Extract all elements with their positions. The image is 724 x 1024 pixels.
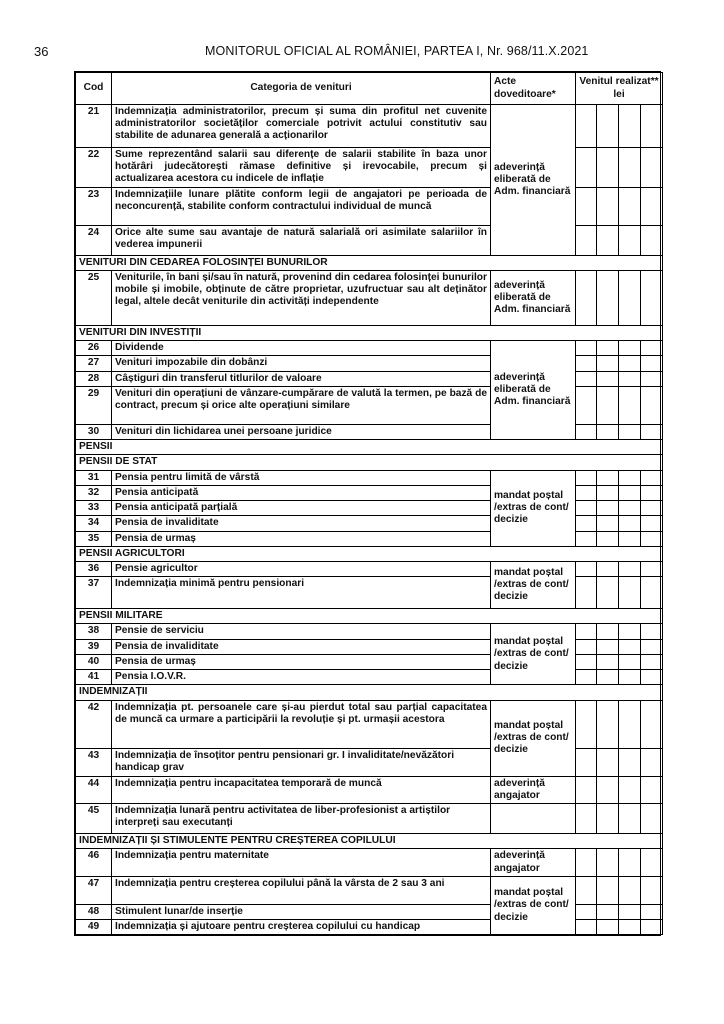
income-amount-cell <box>641 561 663 576</box>
income-amount-cell <box>597 148 619 188</box>
row-description: Pensia de urmaș <box>112 531 491 546</box>
income-amount-cell <box>576 804 597 834</box>
income-amount-cell <box>619 700 641 748</box>
section-heading: PENSII AGRICULTORI <box>76 546 663 561</box>
income-amount-cell <box>619 849 641 876</box>
income-amount-cell <box>641 654 663 669</box>
income-amount-cell <box>576 748 597 776</box>
income-amount-cell <box>619 776 641 803</box>
income-amount-cell <box>619 270 641 325</box>
acte-cell: mandat poștal /extras de cont/ decizie <box>491 700 576 776</box>
income-amount-cell <box>619 424 641 439</box>
income-amount-cell <box>641 804 663 834</box>
section-heading: PENSII <box>76 440 663 455</box>
income-amount-cell <box>597 485 619 500</box>
row-description: Stimulent lunar/de inserție <box>112 904 491 919</box>
income-amount-cell <box>641 470 663 485</box>
row-code: 43 <box>76 748 112 776</box>
row-code: 42 <box>76 700 112 748</box>
income-amount-cell <box>619 748 641 776</box>
income-amount-cell <box>641 670 663 685</box>
income-amount-cell <box>576 148 597 188</box>
income-amount-cell <box>619 105 641 148</box>
row-description: Pensia de urmaș <box>112 654 491 669</box>
income-amount-cell <box>597 341 619 356</box>
income-amount-cell <box>597 654 619 669</box>
income-amount-cell <box>576 876 597 904</box>
row-code: 33 <box>76 501 112 516</box>
income-amount-cell <box>619 654 641 669</box>
row-description: Pensia I.O.V.R. <box>112 670 491 685</box>
acte-cell: adeverință angajator <box>491 776 576 803</box>
row-code: 35 <box>76 531 112 546</box>
income-amount-cell <box>619 876 641 904</box>
income-amount-cell <box>641 516 663 531</box>
income-amount-cell <box>641 700 663 748</box>
row-description: Venituri din lichidarea unei persoane juridice <box>112 424 491 439</box>
row-description: Venituri impozabile din dobânzi <box>112 356 491 371</box>
income-amount-cell <box>576 654 597 669</box>
income-amount-cell <box>641 424 663 439</box>
income-amount-cell <box>597 748 619 776</box>
row-code: 37 <box>76 577 112 609</box>
row-description: Pensia de invaliditate <box>112 516 491 531</box>
row-description: Indemnizațiile lunare plătite conform legii de angajatori pe perioada de neconcurență, stabilite conform contractului individual de muncă <box>112 187 491 225</box>
income-amount-cell <box>619 516 641 531</box>
income-amount-cell <box>641 904 663 919</box>
income-amount-cell <box>619 920 641 935</box>
acte-cell: adeverință eliberată de Adm. financiară <box>491 341 576 440</box>
acte-cell: mandat poștal /extras de cont/ decizie <box>491 561 576 608</box>
income-amount-cell <box>597 424 619 439</box>
row-code: 25 <box>76 270 112 325</box>
income-amount-cell <box>641 270 663 325</box>
row-code: 21 <box>76 105 112 148</box>
income-amount-cell <box>641 148 663 188</box>
header-venitul: Venitul realizat** lei <box>576 73 663 105</box>
row-code: 34 <box>76 516 112 531</box>
income-amount-cell <box>597 577 619 609</box>
row-code: 38 <box>76 624 112 639</box>
income-amount-cell <box>619 356 641 371</box>
income-amount-cell <box>576 700 597 748</box>
row-code: 46 <box>76 849 112 876</box>
income-amount-cell <box>619 225 641 255</box>
income-amount-cell <box>597 920 619 935</box>
income-amount-cell <box>619 501 641 516</box>
income-amount-cell <box>576 904 597 919</box>
row-description: Pensia pentru limită de vârstă <box>112 470 491 485</box>
row-code: 23 <box>76 187 112 225</box>
income-amount-cell <box>597 700 619 748</box>
page-number: 36 <box>34 44 49 59</box>
income-amount-cell <box>576 341 597 356</box>
income-amount-cell <box>576 470 597 485</box>
income-amount-cell <box>619 341 641 356</box>
row-description: Indemnizația de însoțitor pentru pensionari gr. I invaliditate/nevăzători handicap grav <box>112 748 491 776</box>
income-amount-cell <box>576 561 597 576</box>
row-code: 48 <box>76 904 112 919</box>
income-amount-cell <box>641 920 663 935</box>
income-amount-cell <box>597 561 619 576</box>
row-code: 31 <box>76 470 112 485</box>
income-amount-cell <box>641 624 663 639</box>
income-amount-cell <box>619 624 641 639</box>
row-description: Indemnizația pt. persoanele care și-au pierdut total sau parțial capacitatea de muncă ca urmare a participării la revoluție și pt. urmașii acestora <box>112 700 491 748</box>
income-amount-cell <box>641 371 663 386</box>
income-amount-cell <box>576 105 597 148</box>
income-amount-cell <box>576 386 597 424</box>
income-amount-cell <box>597 531 619 546</box>
income-amount-cell <box>576 849 597 876</box>
income-amount-cell <box>597 516 619 531</box>
income-amount-cell <box>597 776 619 803</box>
income-amount-cell <box>619 531 641 546</box>
income-amount-cell <box>619 386 641 424</box>
income-amount-cell <box>597 639 619 654</box>
income-amount-cell <box>576 356 597 371</box>
row-description: Indemnizația pentru incapacitatea temporară de muncă <box>112 776 491 803</box>
income-amount-cell <box>641 225 663 255</box>
income-categories-table <box>74 71 661 936</box>
income-amount-cell <box>597 849 619 876</box>
row-description: Dividende <box>112 341 491 356</box>
income-amount-cell <box>619 639 641 654</box>
row-description: Indemnizația și ajutoare pentru creșterea copilului cu handicap <box>112 920 491 935</box>
acte-cell: mandat poștal /extras de cont/ decizie <box>491 876 576 934</box>
income-amount-cell <box>619 561 641 576</box>
acte-cell: mandat poștal /extras de cont/ decizie <box>491 624 576 685</box>
income-amount-cell <box>597 187 619 225</box>
income-amount-cell <box>619 904 641 919</box>
income-amount-cell <box>641 748 663 776</box>
income-amount-cell <box>597 371 619 386</box>
row-description: Veniturile, în bani și/sau în natură, provenind din cedarea folosinței bunurilor mobile și imobile, obținute de către proprietar, uzufructuar sau alt deținător legal, altele decât veniturile din activități independente <box>112 270 491 325</box>
row-code: 49 <box>76 920 112 935</box>
income-amount-cell <box>597 386 619 424</box>
row-description: Pensie agricultor <box>112 561 491 576</box>
acte-cell: mandat poștal /extras de cont/ decizie <box>491 470 576 546</box>
row-description: Pensia anticipată <box>112 485 491 500</box>
row-code: 24 <box>76 225 112 255</box>
income-amount-cell <box>619 670 641 685</box>
section-heading: INDEMNIZAȚII ȘI STIMULENTE PENTRU CREȘTEREA COPILULUI <box>76 834 663 849</box>
income-amount-cell <box>619 187 641 225</box>
row-code: 26 <box>76 341 112 356</box>
income-amount-cell <box>641 386 663 424</box>
row-description: Indemnizația lunară pentru activitatea de liber-profesionist a artiștilor interpreți sau executanți <box>112 804 491 834</box>
income-amount-cell <box>641 876 663 904</box>
income-amount-cell <box>576 187 597 225</box>
income-amount-cell <box>576 624 597 639</box>
income-amount-cell <box>576 920 597 935</box>
acte-cell: adeverință angajator <box>491 849 576 876</box>
income-amount-cell <box>576 639 597 654</box>
income-amount-cell <box>619 804 641 834</box>
income-amount-cell <box>641 531 663 546</box>
income-amount-cell <box>641 105 663 148</box>
income-amount-cell <box>641 187 663 225</box>
row-description: Indemnizația pentru creșterea copilului până la vârsta de 2 sau 3 ani <box>112 876 491 904</box>
income-amount-cell <box>576 670 597 685</box>
income-amount-cell <box>576 424 597 439</box>
row-description: Venituri din operațiuni de vânzare-cumpărare de valută la termen, pe bază de contract, precum și orice alte operațiuni similare <box>112 386 491 424</box>
page-header-title: MONITORUL OFICIAL AL ROMÂNIEI, PARTEA I, Nr. 968/11.X.2021 <box>205 44 589 58</box>
income-amount-cell <box>641 639 663 654</box>
header-cod: Cod <box>76 73 112 105</box>
acte-cell: adeverință eliberată de Adm. financiară <box>491 105 576 256</box>
row-description: Câștiguri din transferul titlurilor de valoare <box>112 371 491 386</box>
section-heading: PENSII DE STAT <box>76 455 663 470</box>
row-description: Pensia anticipată parțială <box>112 501 491 516</box>
income-amount-cell <box>619 470 641 485</box>
income-amount-cell <box>576 776 597 803</box>
income-amount-cell <box>641 356 663 371</box>
income-amount-cell <box>576 371 597 386</box>
income-amount-cell <box>619 485 641 500</box>
row-code: 28 <box>76 371 112 386</box>
income-amount-cell <box>597 501 619 516</box>
row-code: 30 <box>76 424 112 439</box>
row-description: Indemnizația minimă pentru pensionari <box>112 577 491 609</box>
section-heading: PENSII MILITARE <box>76 609 663 624</box>
acte-cell: adeverință eliberată de Adm. financiară <box>491 270 576 325</box>
row-description: Indemnizația administratorilor, precum și suma din profitul net cuvenite administratorilor societăților comerciale potrivit actului constitutiv sau stabilite de adunarea generală a acționarilor <box>112 105 491 148</box>
income-amount-cell <box>641 849 663 876</box>
income-amount-cell <box>641 501 663 516</box>
header-acte: Acte doveditoare* <box>491 73 576 105</box>
income-amount-cell <box>641 577 663 609</box>
income-amount-cell <box>576 516 597 531</box>
income-amount-cell <box>576 501 597 516</box>
income-amount-cell <box>576 577 597 609</box>
income-amount-cell <box>576 531 597 546</box>
row-description: Orice alte sume sau avantaje de natură salarială ori asimilate salariilor în vederea impunerii <box>112 225 491 255</box>
income-amount-cell <box>576 485 597 500</box>
row-code: 40 <box>76 654 112 669</box>
income-amount-cell <box>597 270 619 325</box>
income-amount-cell <box>597 670 619 685</box>
row-code: 47 <box>76 876 112 904</box>
income-amount-cell <box>597 105 619 148</box>
income-amount-cell <box>619 148 641 188</box>
header-categoria: Categoria de venituri <box>112 73 491 105</box>
row-code: 22 <box>76 148 112 188</box>
row-description: Sume reprezentând salarii sau diferențe de salarii stabilite în baza unor hotărâri judecătorești rămase definitive și irevocabile, precum și actualizarea acestora cu indicele de inflație <box>112 148 491 188</box>
income-amount-cell <box>597 624 619 639</box>
row-description: Indemnizația pentru maternitate <box>112 849 491 876</box>
row-code: 39 <box>76 639 112 654</box>
income-amount-cell <box>576 225 597 255</box>
income-amount-cell <box>597 904 619 919</box>
income-amount-cell <box>597 470 619 485</box>
income-amount-cell <box>597 225 619 255</box>
income-amount-cell <box>597 804 619 834</box>
income-amount-cell <box>641 485 663 500</box>
section-heading: INDEMNIZAȚII <box>76 685 663 700</box>
income-amount-cell <box>576 270 597 325</box>
row-code: 44 <box>76 776 112 803</box>
section-heading: VENITURI DIN INVESTIȚII <box>76 325 663 340</box>
row-description: Pensie de serviciu <box>112 624 491 639</box>
row-code: 36 <box>76 561 112 576</box>
row-code: 32 <box>76 485 112 500</box>
row-description: Pensia de invaliditate <box>112 639 491 654</box>
income-amount-cell <box>641 776 663 803</box>
row-code: 27 <box>76 356 112 371</box>
income-amount-cell <box>597 356 619 371</box>
section-heading: VENITURI DIN CEDAREA FOLOSINȚEI BUNURILOR <box>76 255 663 270</box>
income-amount-cell <box>641 341 663 356</box>
income-amount-cell <box>619 371 641 386</box>
income-amount-cell <box>619 577 641 609</box>
income-amount-cell <box>597 876 619 904</box>
row-code: 29 <box>76 386 112 424</box>
row-code: 45 <box>76 804 112 834</box>
row-code: 41 <box>76 670 112 685</box>
